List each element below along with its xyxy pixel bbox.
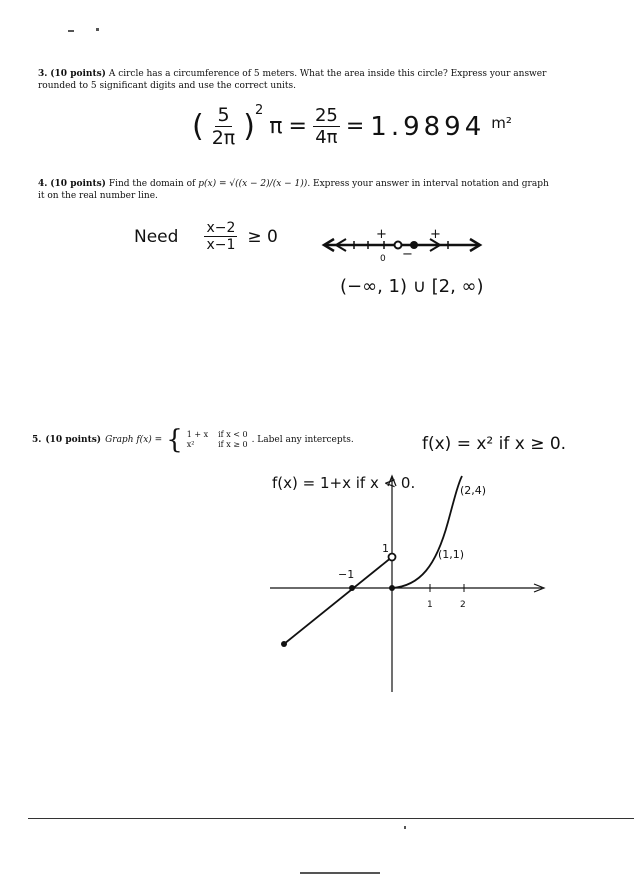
problem-text: A circle has a circumference of 5 meters. What the area inside this circle? Express your answer rounded to 5 significant digits and use the correct units.: [38, 69, 547, 91]
piecewise-graph: [270, 470, 560, 695]
problem-text: Find the domain of: [108, 179, 196, 189]
scan-mark: [300, 872, 380, 874]
x-intercept-point: [349, 585, 355, 591]
problem-number: 5.: [32, 435, 42, 445]
fraction-25-over-4pi: $\frac{25}{4\pi}$: [314, 105, 338, 148]
scan-mark: [96, 28, 99, 31]
sign-minus-mid: −: [402, 247, 413, 262]
origin-point: [389, 585, 395, 591]
problem-text-cont: . Express your answer in interval notation and graph it on the real number line.: [38, 179, 549, 201]
x-tick-1: 1: [427, 600, 433, 610]
left-end-point: [281, 641, 287, 647]
number-line: [318, 226, 488, 266]
pi-symbol: π: [269, 114, 283, 139]
fraction-five-over-two-pi: $\frac{5}{2\pi}$: [211, 104, 236, 149]
problem-4-statement: [38, 178, 558, 202]
problem-points: (10 points): [50, 69, 106, 79]
y-intercept-label: 1: [382, 542, 389, 555]
equals-sign: =: [345, 114, 365, 139]
point-2-4-label: (2,4): [460, 484, 487, 497]
problem-3-answer: ( $\frac{5}{2\pi}$ ) $^2$ π = $\frac{25}{4\pi}$ = 1.9894 m²: [192, 103, 512, 149]
problem-text: Graph f(x) =: [105, 435, 163, 445]
zero-tick-label: 0: [380, 254, 386, 264]
problem-number: 3.: [38, 69, 48, 79]
sign-plus-left: +: [376, 227, 387, 242]
piecewise-cases: [187, 430, 248, 450]
problem-points: (10 points): [50, 179, 106, 189]
interval-answer: (−∞, 1) ∪ [2, ∞): [340, 276, 484, 297]
problem-4-work: [134, 220, 278, 253]
note-right-piece: f(x) = x² if x ≥ 0.: [422, 434, 567, 454]
problem-points: (10 points): [45, 435, 102, 445]
area-unit: m²: [491, 113, 512, 132]
inequality: ≥ 0: [247, 226, 278, 247]
case-2-cond: if x ≥ 0: [218, 440, 248, 449]
function-expression: p(x) = √((x − 2)/(x − 1)): [198, 179, 308, 189]
exponent: 2: [254, 103, 264, 118]
point-1-1-label: (1,1): [438, 548, 465, 561]
problem-5-statement: 5. (10 points) Graph f(x) = { 1 + x if x < 0 x² if x ≥ 0 . Label any intercepts.: [32, 425, 354, 455]
problem-text-cont: . Label any intercepts.: [251, 435, 354, 445]
case-2-expr: x²: [186, 440, 195, 449]
note-left-piece: f(x) = 1+x if x < 0.: [272, 474, 416, 492]
problem-number: 4.: [38, 179, 48, 189]
bottom-rule: [28, 818, 634, 819]
x-intercept-label: −1: [338, 568, 355, 581]
sign-plus-right: +: [430, 227, 441, 242]
need-label: Need: [134, 226, 179, 247]
case-1-expr: 1 + x: [186, 430, 209, 439]
rational-fraction: $\frac{x-2}{x-1}$: [206, 220, 236, 253]
scan-mark: [68, 30, 74, 32]
case-1-cond: if x < 0: [218, 430, 248, 439]
equals-sign: =: [288, 114, 307, 139]
numeric-result: 1.9894: [370, 111, 486, 142]
y-intercept-point: [389, 554, 396, 561]
x-tick-2: 2: [460, 600, 466, 610]
scan-mark: [404, 826, 406, 829]
open-point-1: [395, 242, 402, 249]
problem-3-statement: [38, 68, 558, 92]
parabola-piece: [392, 476, 465, 588]
